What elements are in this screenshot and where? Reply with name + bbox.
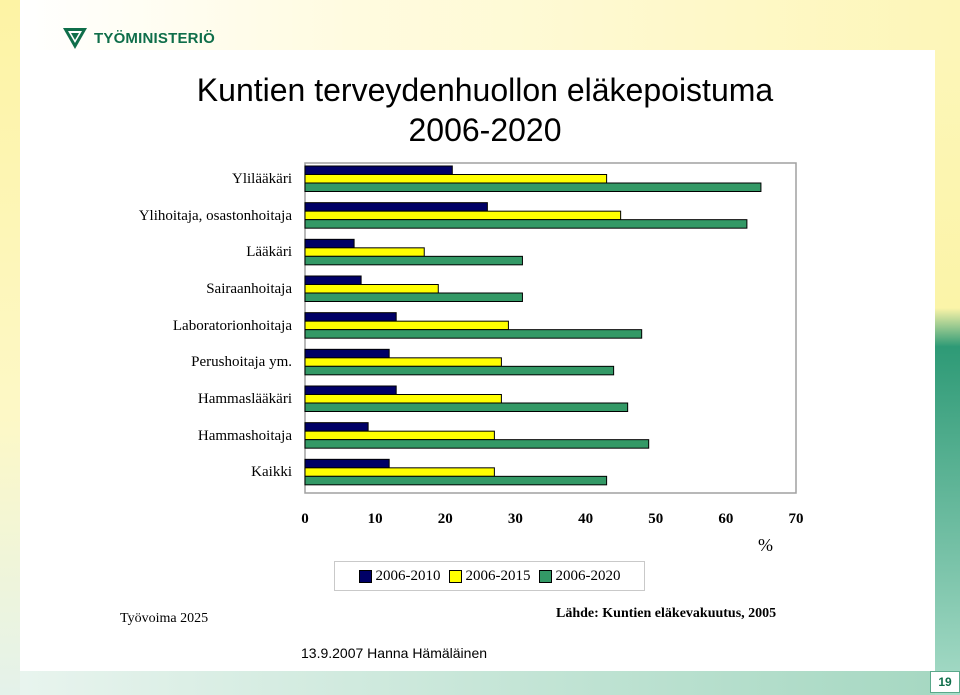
x-tick-label: 40 [578, 511, 594, 527]
bar [305, 175, 607, 184]
category-label: Hammaslääkäri [197, 391, 292, 407]
bar [305, 476, 607, 485]
x-tick-label: 70 [788, 511, 804, 527]
legend-swatch [449, 570, 462, 583]
bar [305, 459, 389, 468]
category-label: Kaikki [251, 464, 292, 481]
bar [305, 395, 501, 404]
bar [305, 166, 452, 175]
bar [305, 431, 494, 440]
bar [305, 468, 494, 477]
chart-legend [334, 561, 645, 591]
x-axis-unit: % [758, 535, 773, 555]
page-number: 19 [930, 671, 960, 693]
x-tick-label: 50 [648, 511, 664, 527]
bar [305, 220, 747, 229]
legend-label: 2006-2020 [555, 567, 621, 584]
bar [305, 423, 368, 432]
legend-item [449, 568, 531, 585]
category-label: Lääkäri [246, 244, 292, 261]
legend-swatch [539, 570, 552, 583]
bar [305, 386, 396, 395]
category-label: Laboratorionhoitaja [172, 317, 292, 334]
bar [305, 211, 621, 220]
chart-title: Kuntien terveydenhuollon eläkepoistuma [196, 72, 774, 108]
x-tick-label: 10 [367, 511, 383, 527]
bar [305, 183, 761, 192]
x-tick-label: 0 [301, 511, 309, 527]
footer-source: Lähde: Kuntien eläkevakuutus, 2005 [556, 606, 777, 621]
footer-author-date: 13.9.2007 Hanna Hämäläinen [301, 645, 488, 661]
x-tick-label: 30 [507, 511, 523, 527]
legend-swatch [359, 570, 372, 583]
legend-label: 2006-2015 [465, 567, 531, 584]
x-tick-label: 60 [718, 511, 734, 527]
footer-project: Työvoima 2025 [120, 611, 209, 626]
bar [305, 403, 628, 412]
legend-item [539, 568, 621, 585]
bar [305, 276, 361, 285]
category-label: Perushoitaja ym. [191, 354, 292, 371]
bar [305, 358, 501, 367]
bar [305, 293, 522, 302]
chart-subtitle: 2006-2020 [408, 112, 562, 148]
bar [305, 366, 614, 375]
legend-label: 2006-2010 [375, 567, 441, 584]
bar [305, 248, 424, 256]
logo-text: TYÖMINISTERIÖ [94, 29, 215, 47]
category-label: Ylihoitaja, osastonhoitaja [138, 207, 292, 224]
bar [305, 256, 522, 265]
legend-item [359, 568, 441, 585]
category-label: Sairaanhoitaja [206, 281, 292, 297]
bar [305, 203, 487, 212]
bar [305, 285, 438, 294]
bar [305, 330, 642, 339]
category-label: Ylilääkäri [232, 171, 292, 187]
x-tick-label: 20 [437, 511, 453, 527]
bar [305, 313, 396, 322]
bar [305, 321, 508, 330]
category-label: Hammashoitaja [197, 427, 292, 444]
bar [305, 239, 354, 248]
bar [305, 440, 649, 449]
bar [305, 349, 389, 358]
